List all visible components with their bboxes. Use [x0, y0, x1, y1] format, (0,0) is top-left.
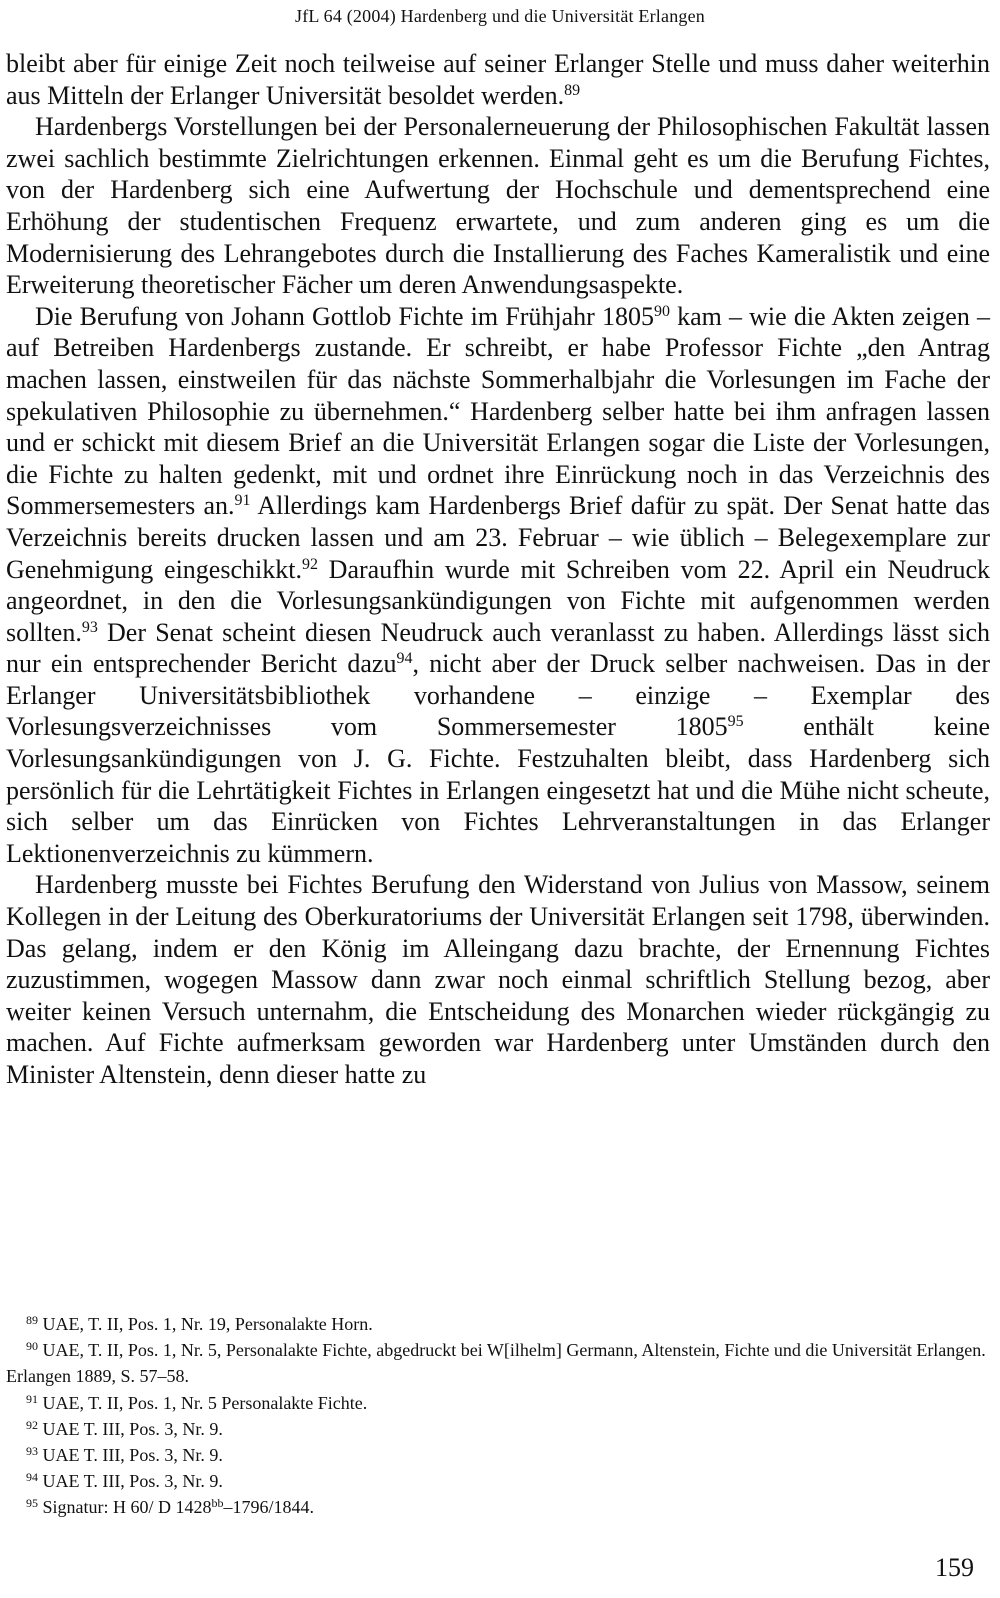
footnote-91 — [6, 1390, 990, 1416]
footnote-text: UAE T. III, Pos. 3, Nr. 9. — [38, 1418, 223, 1439]
footnote-text: UAE, T. II, Pos. 1, Nr. 19, Personalakte Horn. — [38, 1314, 373, 1334]
footnote-text: Signatur: H 60/ D 1428 — [38, 1497, 212, 1518]
footnote-ref-95[interactable]: 95 — [727, 713, 744, 731]
paragraph-text: Hardenbergs Vorstellungen bei der Personalerneuerung der Philosophischen Fakultät lassen zwei sachlich bestimmte Zielrichtungen erkennen. Einmal geht es um die Berufung Fichtes, von der Hardenberg sich eine Aufwertung der Hochschule und dementsprechend eine Erhöhung der studentischen Frequenz erwartete, und zum anderen ging es um die Modernisierung des Lehrangebotes durch die Installierung des Faches Kameralistik und eine Erweiterung theoretischer Fächer um deren Anwendungsaspekte. — [6, 112, 990, 300]
footnote-ref-89[interactable]: 89 — [564, 81, 581, 99]
paragraph-text: Hardenberg musste bei Fichtes Berufung den Widerstand von Julius von Massow, seinem Kollegen in der Leitung des Oberkuratoriums der Universität Erlangen seit 1798, überwinden. Das gelang, indem er den König im Alleingang dazu brachte, der Ernennung Fichtes zuzustimmen, wogegen Massow dann zwar noch einmal schriftlich Stellung bezog, aber weiter keinen Versuch unternahm, die Entscheidung des Monarchen wieder rückgängig zu machen. Auf Fichte aufmerksam geworden war Hardenberg unter Umständen durch den Minister Altenstein, denn dieser hatte zu — [6, 870, 990, 1089]
footnote-93 — [6, 1442, 990, 1468]
paragraph-text: Der Senat scheint diesen Neudruck auch veranlasst zu haben. Allerdings lässt sich nur ein entsprechender Bericht dazu — [6, 617, 990, 679]
footnote-number: 91 — [26, 1391, 38, 1406]
footnotes — [6, 1311, 990, 1521]
footnote-92 — [6, 1416, 990, 1442]
footnote-number: 94 — [26, 1470, 38, 1485]
paragraph-2 — [6, 111, 990, 301]
footnote-text-tail: –1796/1844. — [223, 1497, 315, 1518]
footnote-ref-93[interactable]: 93 — [81, 618, 98, 636]
footnote-89 — [6, 1311, 990, 1337]
footnote-94 — [6, 1468, 990, 1494]
footnote-number: 95 — [26, 1496, 38, 1511]
paragraph-text: bleibt aber für einige Zeit noch teilweise auf seiner Erlanger Stelle und muss daher weiterhin aus Mitteln der Erlanger Universität besoldet werden. — [6, 49, 990, 110]
paragraph-text: Daraufhin wurde mit Schreiben vom 22. April ein Neudruck angeordnet, in den die Vorlesungsankündigungen von Fichte mit aufgenommen werden sollten. — [6, 554, 991, 647]
paragraph-text: Die Berufung von Johann Gottlob Fichte im Frühjahr 1805 — [35, 301, 654, 331]
footnote-ref-94[interactable]: 94 — [396, 650, 413, 668]
body-text — [6, 48, 990, 1091]
footnote-ref-92[interactable]: 92 — [301, 555, 318, 573]
paragraph-text: Allerdings kam Hardenbergs Brief dafür zu spät. Der Senat hatte das Verzeichnis bereits drucken lassen und am 23. Februar – wie üblich – Belegexemplare zur Genehmigung eingeschikkt. — [6, 491, 990, 584]
footnote-ref-90[interactable]: 90 — [653, 302, 670, 320]
paragraph-4 — [6, 869, 990, 1090]
footnote-text: UAE, T. II, Pos. 1, Nr. 5 Personalakte Fichte. — [38, 1392, 368, 1413]
running-header: JfL 64 (2004) Hardenberg und die Universität Erlangen — [295, 6, 705, 26]
footnote-number: 93 — [26, 1444, 38, 1459]
footnote-text: UAE, T. II, Pos. 1, Nr. 5, Personalakte Fichte, abgedruckt bei W[ilhelm] Germann, Altenstein, Fichte und die Universität Erlangen. Erlangen 1889, S. 57–58. — [6, 1340, 986, 1387]
footnote-superscript: bb — [211, 1496, 224, 1511]
footnote-number: 90 — [26, 1339, 38, 1354]
footnote-number: 89 — [26, 1313, 38, 1327]
paragraph-3 — [6, 301, 990, 870]
footnote-text: UAE T. III, Pos. 3, Nr. 9. — [38, 1471, 223, 1492]
paragraph-text: , nicht aber der Druck selber nachweisen. Das in der Erlanger Universitätsbibliothek vorhandene – einzige – Exemplar des Vorlesungsverzeichnisses vom Sommersemester 1805 — [6, 649, 990, 742]
footnote-95 — [6, 1494, 990, 1520]
footnote-text: UAE T. III, Pos. 3, Nr. 9. — [38, 1445, 223, 1466]
footnote-ref-91[interactable]: 91 — [234, 492, 251, 510]
footnote-number: 92 — [26, 1417, 38, 1432]
footnote-90 — [6, 1337, 990, 1389]
paragraph-1 — [6, 48, 990, 111]
paragraph-text: enthält keine Vorlesungsankündigungen von J. G. Fichte. Festzuhalten bleibt, dass Hardenberg sich persönlich für die Lehrtätigkeit Fichtes in Erlangen eingesetzt hat und die Mühe nicht scheute, sich selber um das Einrücken von Fichtes Lehrveranstaltungen in das Erlanger Lektionenverzeichnis zu kümmern. — [6, 712, 990, 868]
paragraph-text: kam – wie die Akten zeigen – auf Betreiben Hardenbergs zustande. Er schreibt, er habe Professor Fichte „den Antrag machen lassen, einstweilen für das nächste Sommerhalbjahr die Vorlesungen im Fache der spekulativen Philosophie zu übernehmen.“ Hardenberg selber hatte bei ihm anfragen lassen und er schickt mit diesem Brief an die Universität Erlangen sogar die Liste der Vorlesungen, die Fichte zu halten gedenkt, mit und ordnet ihre Einrückung noch in das Verzeichnis des Sommersemesters an. — [6, 301, 990, 521]
page-number: 159 — [935, 1553, 974, 1582]
